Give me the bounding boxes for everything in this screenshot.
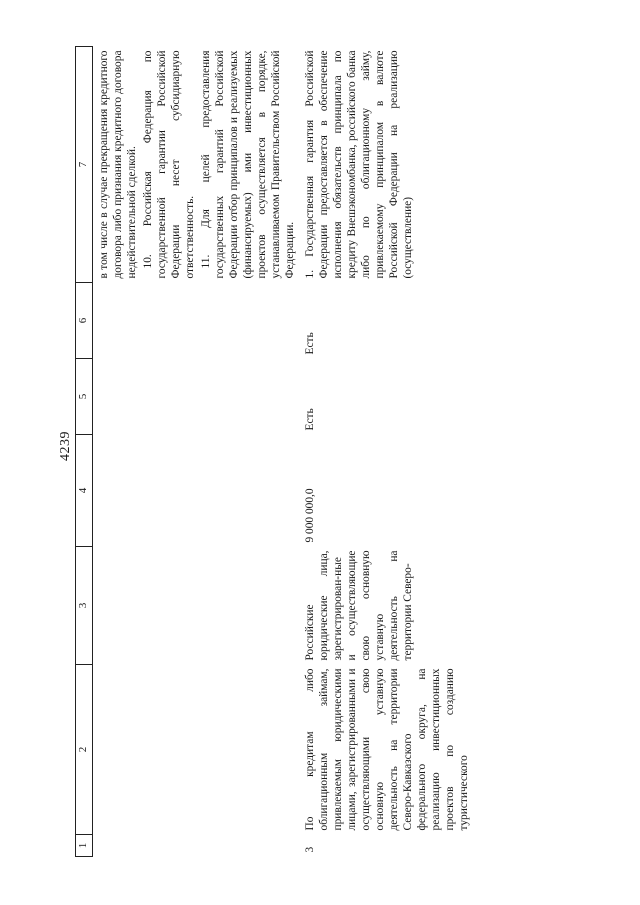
col-header-3: 3: [76, 547, 93, 665]
continued-conditions-cell: [93, 47, 300, 283]
col-header-4: 4: [76, 435, 93, 547]
condition-paragraph: 11. Для целей предоставления государственных гарантий Российской Федерации отбор принципалов и реализуемых (финансируемых) ими инвестиционных проектов осуществляется в порядке, устанавливаемом Правительством Российской Федерации.: [200, 50, 297, 279]
principal-category-cell: Российские юридические лица, зарегистрирован-ные и осуществляющие свою основную уставную деятельность на территории Северо-: [304, 550, 415, 661]
collateral-check-cell: Есть: [304, 332, 317, 355]
col-header-6: 6: [76, 283, 93, 359]
conditions-cell: 1. Государственная гарантия Российской Федерации предоставляется в обеспечение исполнения обязательств принципала по кредиту Внешэкономбанка, российского банка либо по облигационному займу, привлекаемому принципалом в валюте Российской Федерации на реализацию (осуществление): [304, 50, 415, 279]
table-row-continued: [93, 47, 300, 857]
condition-paragraph: 10. Российская Федерация по государственной гарантии Российской Федерации несет субсидиарную ответственность.: [142, 50, 197, 279]
row-number: 3: [304, 846, 317, 853]
rotated-table-sheet: [75, 47, 595, 857]
condition-paragraph: в том числе в случае прекращения кредитного договора либо признания кредитного договора недействительной сделкой.: [98, 50, 139, 279]
purpose-cell: По кредитам либо облигационным займам, привлекаемым юридическими лицами, зарегистрированными и осуществляющими свою основную уставную деятельность на территории Северо-Кавказского федерального округа, на реализацию инвестиционных проектов по созданию туристического: [304, 668, 471, 831]
col-header-2: 2: [76, 665, 93, 835]
col-header-1: 1: [76, 835, 93, 857]
page-number: 4239: [58, 431, 73, 461]
table-header-row: [76, 47, 93, 857]
amount-cell: 9 000 000,0: [304, 488, 317, 543]
col-header-7: 7: [76, 47, 93, 283]
table-row-3: [299, 47, 471, 857]
col-header-5: 5: [76, 359, 93, 435]
guarantees-table: [75, 46, 471, 857]
regress-right-cell: Есть: [304, 408, 317, 431]
